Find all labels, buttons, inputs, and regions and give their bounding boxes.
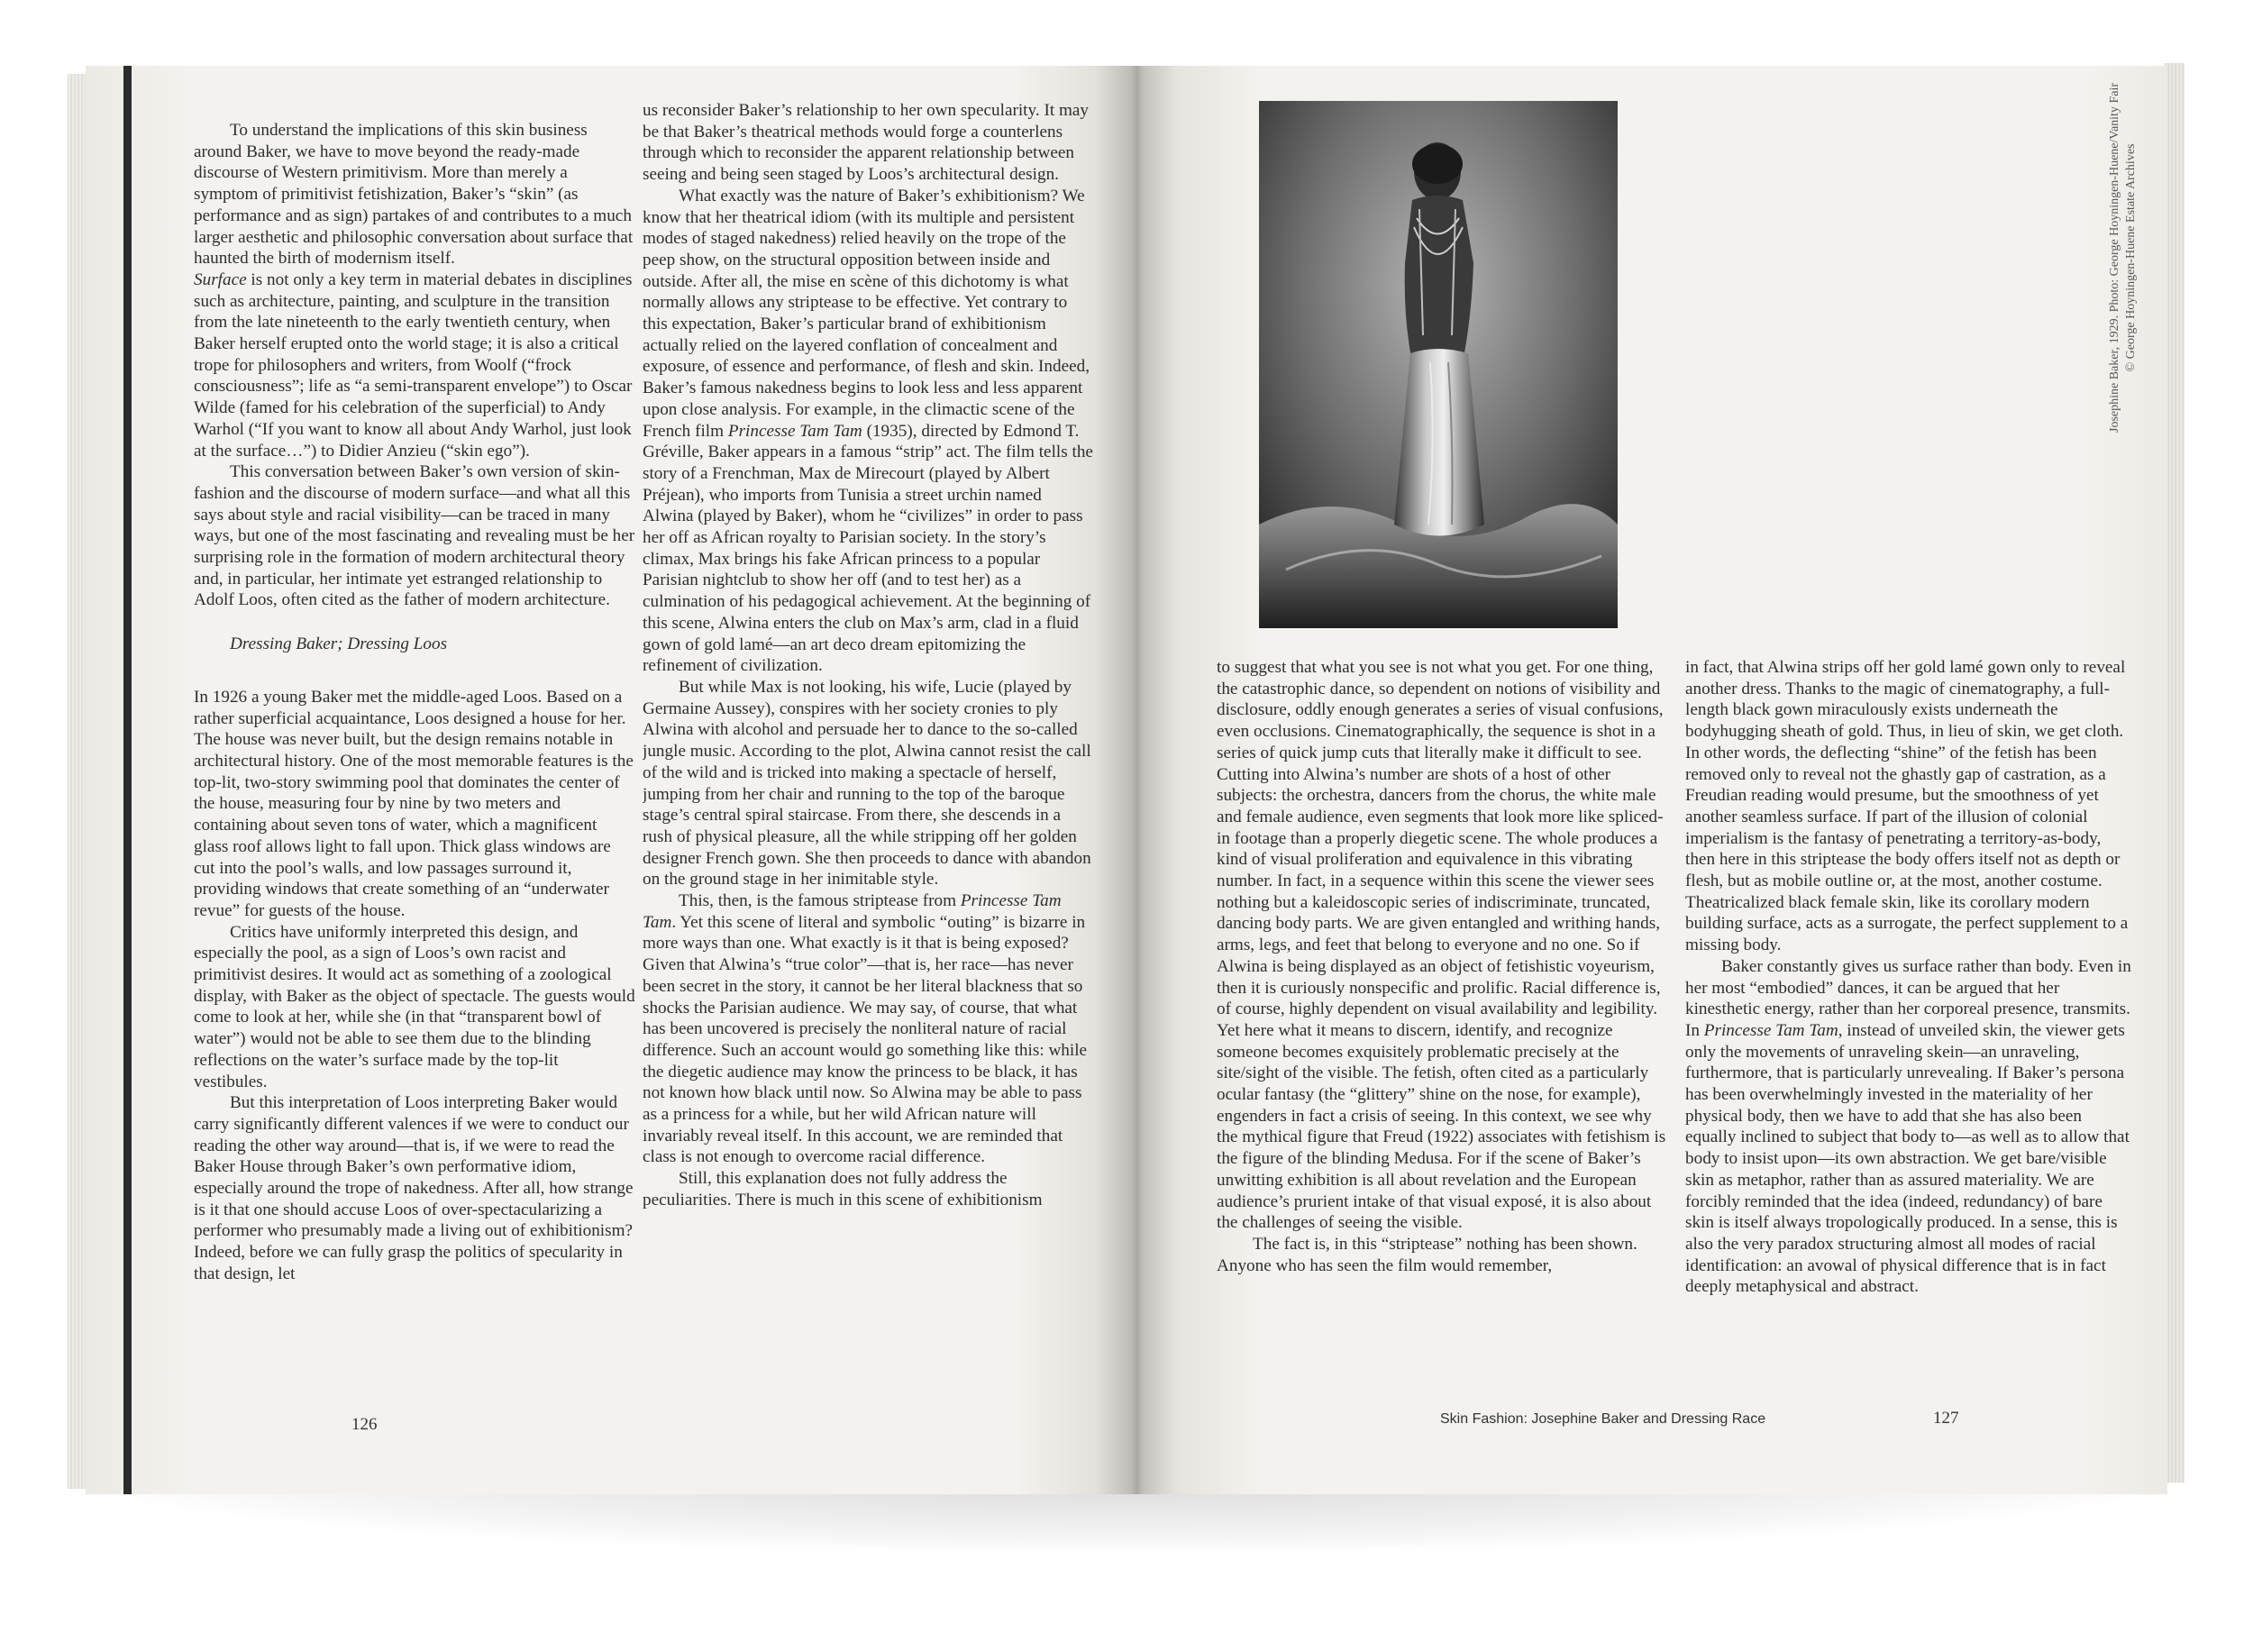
right-page-column-1	[1217, 657, 1672, 1360]
paragraph-text: (1935), directed by Edmond T. Gréville, Baker appears in a famous “strip” act. The film tells the story of a Frenchman, Max de Mirecourt (played by Albert Préjean), who imports from Tunisia a street urchin named Alwina (played by Baker), whom he “civilizes” in order to pass her off as African royalty to Parisian society. In the story’s climax, Max brings his fake African princess to a popular Parisian nightclub to show her off (and to test her) as a culmination of his pedagogical achievement. At the beginning of this scene, Alwina enters the club on Max’s arm, clad in a fluid gown of gold lamé—an art deco dream epitomizing the refinement of civilization.	[643, 421, 1093, 676]
running-head: Skin Fashion: Josephine Baker and Dressing Race	[1440, 1411, 1766, 1427]
paragraph: But while Max is not looking, his wife, Lucie (played by Germaine Aussey), conspires with her society cronies to ply Alwina with alcohol and persuade her to dance to the so-called jungle music. According to the plot, Alwina cannot resist the call of the wild and is tricked into making a spectacle of herself, jumping from her chair and running to the top of the baroque stage’s central spiral staircase. From there, she descends in a rush of physical pleasure, all the while stripping off her golden designer French gown. She then proceeds to dance with abandon on the ground stage in her inimitable style.	[643, 677, 1091, 890]
right-page-column-2	[1685, 657, 2131, 1360]
bleed-strip	[123, 66, 132, 1494]
paragraph-text: What exactly was the nature of Baker’s exhibitionism? We know that her theatrical idiom (with its multiple and persistent modes of staged nakedness) relied heavily on the trope of the peep show, on the structural opposition between inside and outside. After all, the mise en scène of this dichotomy is what normally allows any striptease to be effective. Yet contrary to this expectation, Baker’s particular brand of exhibitionism actually relied on the layered conflation of concealment and exposure, of essence and performance, of flesh and skin. Indeed, Baker’s famous nakedness begins to look less and less apparent upon close analysis. For example, in the climactic scene of the French film	[643, 186, 1090, 441]
paragraph: Critics have uniformly interpreted this design, and especially the pool, as a sign of Loos’s own racist and primitivist desires. It would act as something of a zoological display, with Baker as the object of spectacle. The guests would come to look at her, while she (in that “transparent bowl of water”) would not be able to see them due to the blinding reflections on the water’s surface made by the top-lit vestibules.	[194, 922, 635, 1091]
paragraph: Still, this explanation does not fully address the peculiarities. There is much in this scene of exhibitionism	[643, 1169, 1043, 1209]
photo-credit-line-1: Josephine Baker, 1929. Photo: George Hoyningen-Huene/Vanity Fair	[2108, 82, 2121, 433]
photo-figure-icon	[1259, 101, 1618, 628]
paragraph	[1685, 956, 2131, 1298]
paragraph	[194, 269, 635, 461]
paragraph	[643, 186, 1093, 677]
section-subheading: Dressing Baker; Dressing Loos	[230, 634, 448, 654]
paragraph	[643, 890, 1093, 1168]
paragraph: To understand the implications of this skin business around Baker, we have to move beyond the ready-made discourse of Western primitivism. More than merely a symptom of primitivist fetishization, Baker’s “skin” (as performance and as sign) partakes of and contributes to a much larger aesthetic and philosophic conversation about surface that haunted the birth of modernism itself.	[194, 121, 634, 269]
italic-term: Surface	[194, 269, 247, 289]
paragraph: This conversation between Baker’s own version of skin-fashion and the discourse of modern surface—and what all this says about style and racial visibility—can be traced in many ways, but one of the most fascinating and revealing must be her surprising role in the formation of modern architectural theory and, in particular, her intimate yet estranged relationship to Adolf Loos, often cited as the father of modern architecture.	[194, 462, 635, 610]
paragraph-text: . Yet this scene of literal and symbolic “outing” is bizarre in more ways than one. What exactly is it that is being exposed? Given that Alwina’s “true color”—that is, her race—has never been secret in the story, it cannot be her literal blackness that so shocks the Parisian audience. We may say, of course, that what has been uncovered is precisely the nonliteral nature of racial difference. Such an account would go something like this: while the diegetic audience may know the princess to be black, it has not known how black until now. So Alwina may be able to pass as a princess for a while, but her wild African nature will invariably reveal itself. In this account, we are reminded that class is not enough to overcome racial difference.	[643, 912, 1088, 1167]
paragraph: in fact, that Alwina strips off her gold lamé gown only to reveal another dress. Thanks to the magic of cinematography, a full-length black gown miraculously exists underneath the bodyhugging sheath of gold. Thus, in lieu of skin, we get cloth. In other words, the deflecting “shine” of the fetish has been removed only to reveal not the ghastly gap of castration, as a Freudian reading would presume, but the smoothness of yet another seamless surface. If part of the illusion of colonial imperialism is the fantasy of penetrating a territory-as-body, then here in this striptease the body offers itself not as depth or flesh, but as mobile outline or, at the most, another costume. Theatricalized black female skin, like its corollary modern building surface, acts as a surrogate, the perfect supplement to a missing body.	[1685, 658, 2129, 955]
page-edges-right	[2165, 63, 2185, 1483]
left-page-column-1	[194, 120, 635, 1386]
paragraph-text: Baker constantly gives us surface rather than body. Even in her most “embodied” dances, it can be argued that her kinesthetic energy, rather than her corporeal presence, transmits. In	[1685, 956, 2131, 1040]
paragraph: us reconsider Baker’s relationship to her own specularity. It may be that Baker’s theatrical methods would forge a counterlens through which to reconsider the apparent relationship between seeing and being seen staged by Loos’s architectural design.	[643, 101, 1090, 185]
photo-credit-text	[2107, 83, 2139, 433]
page-edges-left	[68, 74, 87, 1489]
paragraph: The fact is, in this “striptease” nothing has been shown. Anyone who has seen the film would remember,	[1217, 1234, 1637, 1275]
paragraph: But this interpretation of Loos interpreting Baker would carry significantly different valences if we were to conduct our reading the other way around—that is, if we were to read the Baker House through Baker’s own performative idiom, especially around the trope of nakedness. After all, how strange is it that one should accuse Loos of over-spectacularizing a performer who presumably made a living out of exhibitionism? Indeed, before we can fully grasp the politics of specularity in that design, let	[194, 1093, 634, 1283]
photograph	[1259, 101, 1618, 628]
paragraph-text: is not only a key term in material debates in disciplines such as architecture, painting, and sculpture in the transition from the late nineteenth to the early twentieth century, when Baker herself erupted onto the world stage; it is also a critical trope for philosophers and writers, from Woolf (“frock consciousness”; life as “a semi-transparent envelope”) to Oscar Wilde (famed for his celebration of the superficial) to Andy Warhol (“If you want to know all about Andy Warhol, just look at the surface…”) to Didier Anzieu (“skin ego”).	[194, 269, 633, 461]
page-number-right: 127	[1933, 1409, 1959, 1428]
paragraph: to suggest that what you see is not what you get. For one thing, the catastrophic dance, so dependent on notions of visibility and disclosure, oddly enough generates a series of visual confusions, even occlusions. Cinematographically, the sequence is shot in a series of quick jump cuts that literally make it difficult to see. Cutting into Alwina’s number are shots of a host of other subjects: the orchestra, dancers from the chorus, the white male and female audience, even segments that look more like spliced-in footage than a properly diegetic scene. The whole produces a kind of visual proliferation and equivalence in this vibrating number. In fact, in a sequence within this scene the viewer sees nothing but a kaleidoscopic series of indiscriminate, truncated, dancing body parts. We are given entangled and writhing hands, arms, legs, and feet that belong to everyone and no one. So if Alwina is being displayed as an object of fetishistic voyeurism, then it is curiously nonspecific and prolific. Racial difference is, of course, highly dependent on visual availability and legibility. Yet here what it means to discern, identify, and recognize someone becomes exquisitely problematic precisely at the site/sight of the visible. The fetish, often cited as a particularly ocular fantasy (the “glittery” shine on the nose, for example), engenders in fact a crisis of seeing. In this context, we see why the mythical figure that Freud (1922) associates with fetishism is the figure of the blinding Medusa. For if the scene of Baker’s unwitting exhibition is all about revelation and the European audience’s prurient intake of that visual exposé, it is also about the challenges of seeing the visible.	[1217, 658, 1666, 1233]
paragraph-text: This, then, is the famous striptease from	[679, 891, 957, 911]
left-page-column-2	[643, 100, 1093, 1380]
paragraph-text: , instead of unveiled skin, the viewer gets only the movements of unraveling skein—an unraveling, furthermore, that is particularly unrevealing. If Baker’s persona has been overwhelmingly invested in the materiality of her physical body, then we have to add that she has also been equally inclined to subject that body to—as well as to allow that body to insist upon—its own abstraction. We get bare/visible skin as metaphor, rather than as assured materiality. We are forcibly reminded that the idea (indeed, redundancy) of bare skin is itself always tropologically produced. In a sense, this is also the very paradox structuring almost all modes of racial identification: an avowal of physical difference that is in fact deeply metaphysical and abstract.	[1685, 1020, 2130, 1297]
film-title: Princesse Tam Tam	[1703, 1020, 1838, 1040]
film-title: Princesse Tam Tam	[727, 421, 862, 441]
photo-credit-line-2: © George Hoyningen-Huene Estate Archives	[2124, 143, 2138, 372]
film-title: Princesse Tam Tam	[643, 891, 1062, 932]
paragraph: In 1926 a young Baker met the middle-aged Loos. Based on a rather superficial acquaintance, Loos designed a house for her. The house was never built, but the design remains notable in architectural history. One of the most memorable features is the top-lit, two-story swimming pool that dominates the center of the house, measuring four by nine by two meters and containing about seven tons of water, which a magnificent glass roof allows light to fall upon. Thick glass windows are cut into the pool’s walls, and low passages surround it, providing windows that create something of an “underwater revue” for guests of the house.	[194, 687, 634, 920]
page-number-left: 126	[351, 1415, 378, 1434]
